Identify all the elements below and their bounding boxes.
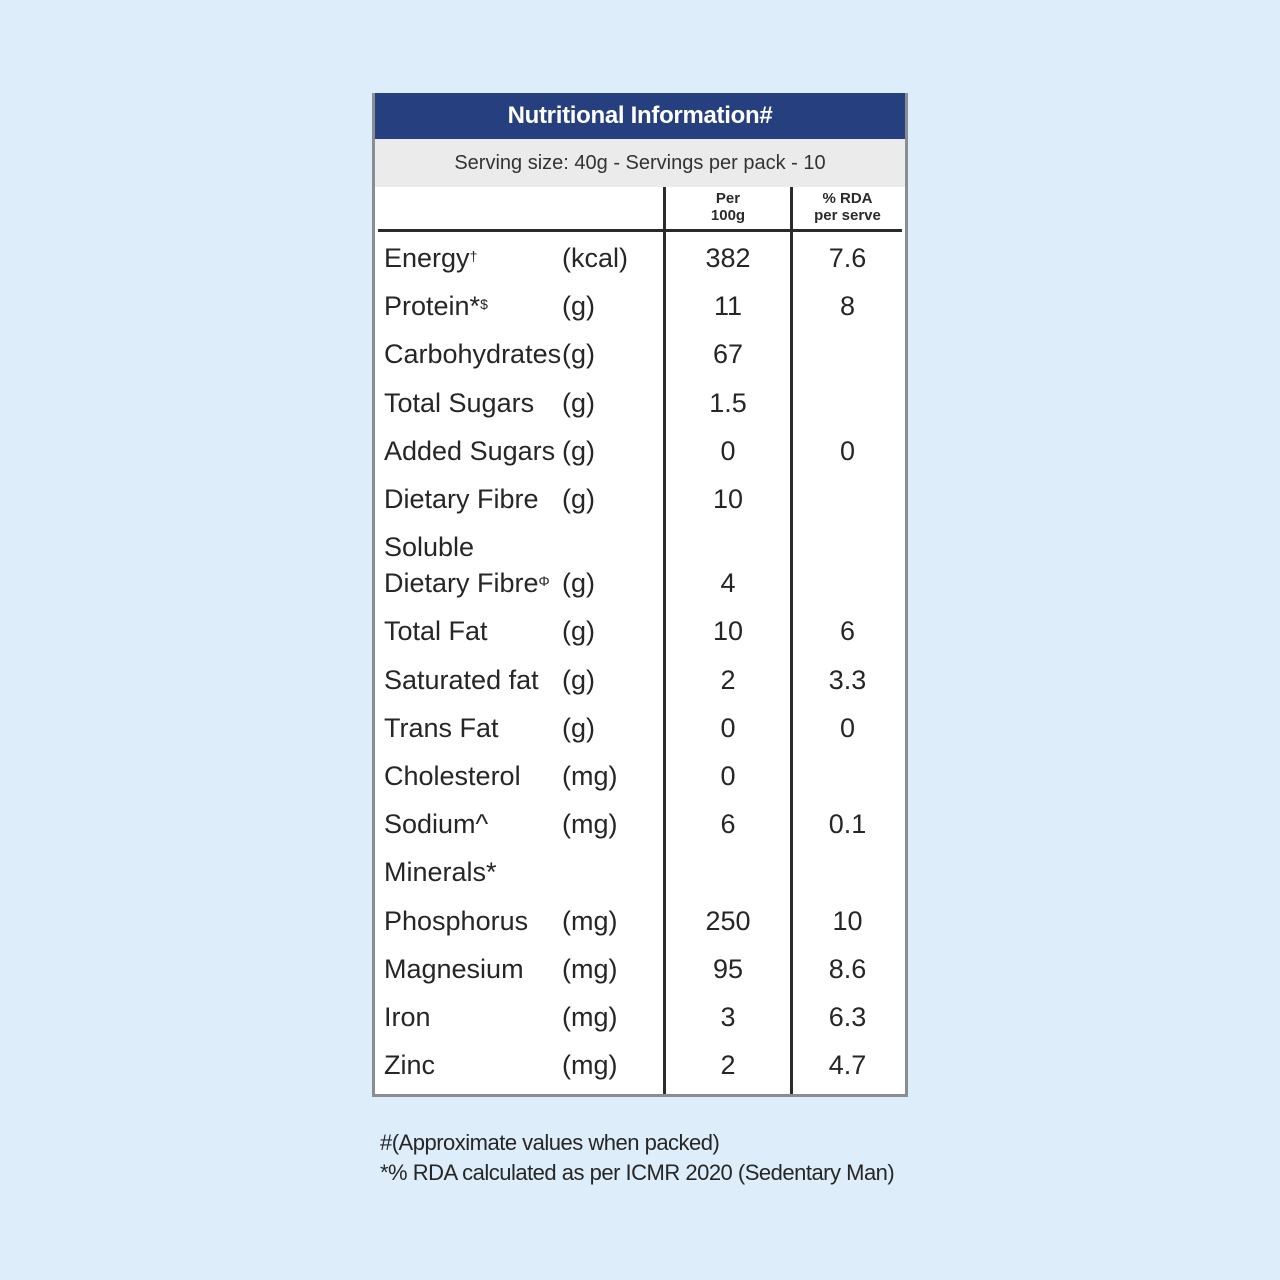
nutrient-unit: (mg) [562, 953, 618, 984]
nutrient-name [384, 289, 488, 323]
nutrient-name [384, 434, 555, 468]
nutrient-name-text: Sodium^ [384, 809, 489, 840]
value-per-100g: 11 [713, 291, 743, 322]
value-per-100g: 6 [720, 809, 736, 840]
value-per-100g: 10 [712, 616, 744, 647]
nutrient-name-text: Minerals* [384, 857, 497, 888]
nutrient-unit: (g) [562, 712, 595, 743]
nutrient-name [384, 952, 524, 986]
value-rda-per-serve: 4.7 [828, 1050, 867, 1081]
value-rda-per-serve: 6 [839, 616, 856, 647]
nutrient-name-text: Cholesterol [384, 761, 521, 791]
nutrient-unit: (g) [562, 291, 595, 322]
nutrient-name [384, 759, 521, 793]
nutrient-name [384, 855, 497, 889]
nutrient-name [384, 566, 550, 600]
nutrient-name-text: Iron [384, 1002, 431, 1032]
value-rda-per-serve: 0 [839, 435, 856, 466]
nutrient-name [384, 614, 488, 648]
column-header-rda-line1: % RDA [822, 190, 873, 207]
nutrient-unit: (mg) [562, 761, 618, 791]
serving-size-text: Serving size: 40g - Servings per pack - 10 [375, 139, 905, 187]
nutrient-name [384, 663, 539, 697]
nutrient-name [384, 386, 534, 420]
nutrient-footnote-mark: $ [480, 296, 488, 313]
nutrient-name [384, 904, 528, 938]
value-per-100g: 10 [712, 484, 744, 514]
nutrient-name [384, 711, 499, 745]
value-per-100g: 0 [720, 712, 736, 743]
nutrient-name-text: Carbohydrates [384, 339, 562, 370]
nutrient-unit: (g) [562, 568, 595, 599]
nutrient-name-text: Trans Fat [384, 712, 499, 743]
footnote-approximate-values: #(Approximate values when packed) [380, 1130, 720, 1155]
value-per-100g: 382 [705, 243, 751, 273]
nutrient-name-text: Zinc [384, 1050, 436, 1081]
nutrient-unit: (g) [562, 484, 595, 514]
footnote-rda-basis: *% RDA calculated as per ICMR 2020 (Sedentary Man) [380, 1160, 895, 1185]
nutrition-panel [372, 93, 908, 1097]
nutrient-footnote-mark: † [469, 248, 478, 264]
value-per-100g: 2 [720, 1050, 736, 1081]
value-rda-per-serve: 8 [839, 291, 856, 322]
nutrient-unit: (g) [562, 387, 595, 418]
value-rda-per-serve: 0.1 [828, 809, 867, 840]
nutrient-name [384, 530, 474, 564]
nutrient-footnote-mark: Φ [538, 573, 550, 590]
column-header-per-100g-line1: Per [715, 190, 741, 207]
nutrient-name-text: Saturated fat [384, 664, 539, 695]
nutrient-unit: (mg) [562, 1002, 618, 1032]
nutrient-unit: (kcal) [562, 243, 628, 273]
panel-title: Nutritional Information# [375, 93, 905, 139]
value-per-100g: 3 [720, 1002, 736, 1032]
value-per-100g: 250 [705, 905, 751, 936]
footnotes [380, 1128, 894, 1188]
value-per-100g: 67 [712, 339, 744, 370]
nutrient-name [384, 1000, 431, 1034]
nutrient-unit: (mg) [562, 809, 618, 840]
header-divider [378, 229, 902, 232]
nutrient-name-text: Protein* [384, 291, 481, 322]
value-rda-per-serve: 3.3 [828, 664, 867, 695]
value-per-100g: 0 [720, 761, 736, 791]
value-per-100g: 1.5 [709, 387, 747, 418]
nutrient-name-text: Added Sugars [384, 435, 556, 466]
nutrient-name-text: Phosphorus [384, 905, 529, 936]
value-rda-per-serve: 10 [832, 905, 863, 936]
column-header-per-100g [666, 190, 790, 224]
nutrient-name-text: Magnesium [384, 953, 524, 984]
nutrient-name [384, 482, 539, 516]
nutrient-name [384, 807, 488, 841]
nutrient-name-text: Soluble [384, 532, 475, 563]
nutrient-unit: (g) [562, 339, 595, 370]
value-rda-per-serve: 0 [839, 712, 856, 743]
nutrient-name-text: Dietary Fibre [384, 484, 539, 514]
nutrient-name-text: Total Fat [384, 616, 488, 647]
nutrient-unit: (g) [562, 664, 595, 695]
nutrient-name-text: Dietary Fibre [384, 568, 539, 599]
value-per-100g: 95 [712, 953, 744, 984]
nutrient-name-text: Energy [384, 243, 470, 273]
value-rda-per-serve: 7.6 [828, 243, 867, 273]
nutrient-unit: (g) [562, 616, 595, 647]
column-header-per-100g-line2: 100g [710, 207, 746, 224]
nutrient-name [384, 241, 477, 275]
value-per-100g: 0 [720, 435, 736, 466]
nutrient-name [384, 1048, 435, 1082]
nutrient-name [384, 337, 561, 371]
nutrient-unit: (g) [562, 435, 595, 466]
value-rda-per-serve: 8.6 [828, 953, 867, 984]
value-per-100g: 2 [720, 664, 736, 695]
column-header-rda [793, 190, 902, 224]
value-rda-per-serve: 6.3 [828, 1002, 867, 1032]
nutrient-name-text: Total Sugars [384, 387, 535, 418]
nutrient-unit: (mg) [562, 1050, 618, 1081]
value-per-100g: 4 [720, 568, 736, 599]
nutrient-unit: (mg) [562, 905, 618, 936]
column-header-rda-line2: per serve [814, 207, 881, 224]
